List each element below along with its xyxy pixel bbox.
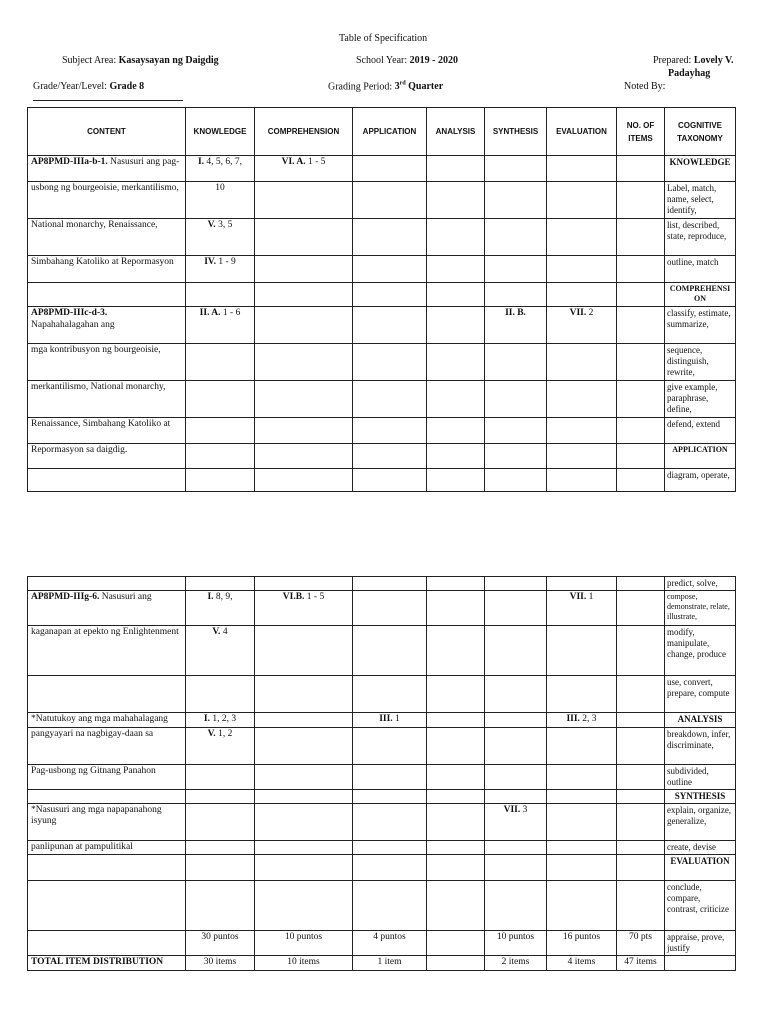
content-cell: *Natutukoy ang mga mahahalagang [28,713,186,728]
knowledge-cell: I. 1, 2, 3 [186,713,255,728]
table-row [28,855,736,881]
synthesis-cell: VII. 3 [485,803,547,840]
grading-label: Grading Period: [328,81,393,93]
table-row [28,840,736,855]
table-row [28,803,736,840]
taxonomy-cell: ANALYSIS [665,713,736,728]
total-label: TOTAL ITEM DISTRIBUTION [28,956,186,971]
col-knowledge: KNOWLEDGE [186,108,255,156]
content-cell: kaganapan at epekto ng Enlightenment [28,626,186,676]
knowledge-cell: II. A. 1 - 6 [186,307,255,344]
content-cell: AP8PMD-IIIc-d-3. Napahahalagahan ang [28,307,186,344]
col-application: APPLICATION [353,108,427,156]
comprehension-total: 10 items [255,956,353,971]
comprehension-points: 10 puntos [255,931,353,956]
taxonomy-cell: give example, paraphrase, define, [665,381,736,418]
subject-area-value: Kasaysayan ng Daigdig [118,55,219,66]
knowledge-cell: IV. 1 - 9 [186,256,255,283]
synthesis-total: 2 items [485,956,547,971]
comprehension-cell: VI. A. 1 - 5 [255,156,353,182]
taxonomy-cell: Label, match, name, select, identify, [665,182,736,219]
table-row [28,591,736,626]
evaluation-points: 16 puntos [547,931,617,956]
comprehension-cell: VI.B. 1 - 5 [255,591,353,626]
evaluation-cell: III. 2, 3 [547,713,617,728]
knowledge-cell: 10 [186,182,255,219]
table-row [28,156,736,182]
content-cell: AP8PMD-IIIa-b-1. Nasusuri ang pag- [28,156,186,182]
school-year-label: School Year: [356,55,408,66]
taxonomy-cell: compose, demonstrate, relate, illustrate, [665,591,736,626]
col-cognitive-taxonomy: COGNITIVE TAXONOMY [665,108,736,156]
content-cell: merkantilismo, National monarchy, [28,381,186,418]
prepared-by [653,55,733,66]
col-evaluation: EVALUATION [547,108,617,156]
knowledge-cell: V. 1, 2 [186,727,255,764]
synthesis-points: 10 puntos [485,931,547,956]
col-content: CONTENT [28,108,186,156]
knowledge-total: 30 items [186,956,255,971]
taxonomy-cell: conclude, compare, contrast, criticize [665,881,736,931]
grade-level [33,81,144,92]
content-cell: mga kontribusyon ng bourgeoisie, [28,344,186,381]
application-cell: III. 1 [353,713,427,728]
table-row [28,418,736,444]
grade-label: Grade/Year/Level: [33,81,107,92]
content-cell: Simbahang Katoliko at Repormasyon [28,256,186,283]
table-row [28,713,736,728]
content-cell: AP8PMD-IIIg-6. Nasusuri ang [28,591,186,626]
content-cell: Renaissance, Simbahang Katoliko at [28,418,186,444]
header-row [28,108,736,156]
content-cell: panlipunan at pampulitikal [28,840,186,855]
points-row [28,931,736,956]
content-cell: Pag-usbong ng Gitnang Panahon [28,764,186,789]
col-synthesis: SYNTHESIS [485,108,547,156]
taxonomy-cell: diagram, operate, [665,469,736,492]
taxonomy-cell: SYNTHESIS [665,789,736,803]
taxonomy-cell: predict, solve, [665,577,736,591]
evaluation-cell: VII. 1 [547,591,617,626]
table-row [28,469,736,492]
grading-value: 3rd Quarter [394,81,444,93]
taxonomy-cell: EVALUATION [665,855,736,881]
application-points: 4 puntos [353,931,427,956]
taxonomy-cell: outline, match [665,256,736,283]
table-row [28,676,736,713]
synthesis-cell: II. B. [485,307,547,344]
subject-area [62,55,219,66]
subject-area-label: Subject Area: [62,55,117,66]
table-row [28,626,736,676]
knowledge-cell: I. 8, 9, [186,591,255,626]
document-title: Table of Specification [339,33,428,44]
table-row [28,344,736,381]
taxonomy-cell: create, devise [665,840,736,855]
taxonomy-cell: defend, extend [665,418,736,444]
taxonomy-cell: appraise, prove, justify [665,931,736,956]
school-year-value: 2019 - 2020 [409,55,458,66]
total-points: 70 pts [617,931,665,956]
total-items: 47 items [617,956,665,971]
content-cell: usbong ng bourgeoisie, merkantilismo, [28,182,186,219]
taxonomy-cell: breakdown, infer, discriminate, [665,727,736,764]
prepared-value-2: Padayhag [668,68,711,79]
taxonomy-cell: modify, manipulate, change, produce [665,626,736,676]
table-row [28,764,736,789]
table-row [28,307,736,344]
table-row [28,219,736,256]
application-total: 1 item [353,956,427,971]
taxonomy-cell: COMPREHENSION [665,283,736,307]
content-cell: Repormasyon sa daigdig. [28,444,186,469]
prepared-label: Prepared: [653,55,692,66]
signature-line [33,100,183,101]
table-row [28,182,736,219]
taxonomy-cell: APPLICATION [665,444,736,469]
content-cell: pangyayari na nagbigay-daan sa [28,727,186,764]
prepared-value-1: Lovely V. [693,55,734,66]
school-year [356,55,458,66]
taxonomy-cell: list, described, state, reproduce, [665,219,736,256]
col-no-of-items: NO. OF ITEMS [617,108,665,156]
col-analysis: ANALYSIS [427,108,485,156]
content-cell: *Nasusuri ang mga napapanahong isyung [28,803,186,840]
evaluation-total: 4 items [547,956,617,971]
table-row [28,727,736,764]
taxonomy-cell: use, convert, prepare, compute [665,676,736,713]
evaluation-cell: VII. 2 [547,307,617,344]
grade-value: Grade 8 [109,81,145,92]
table-row [28,256,736,283]
taxonomy-cell: sequence, distinguish, rewrite, [665,344,736,381]
grading-period [328,81,443,92]
table-row [28,789,736,803]
col-comprehension: COMPREHENSION [255,108,353,156]
knowledge-cell: I. 4, 5, 6, 7, [186,156,255,182]
table-row [28,881,736,931]
table-row [28,381,736,418]
table-row [28,577,736,591]
spec-table-1 [27,107,736,492]
table-row [28,444,736,469]
taxonomy-cell: subdivided, outline [665,764,736,789]
taxonomy-cell: KNOWLEDGE [665,156,736,182]
taxonomy-cell: explain, organize, generalize, [665,803,736,840]
knowledge-cell: V. 4 [186,626,255,676]
taxonomy-cell: classify, estimate, summarize, [665,307,736,344]
noted-by: Noted By: [624,81,666,92]
content-cell: National monarchy, Renaissance, [28,219,186,256]
total-row [28,956,736,971]
table-row [28,283,736,307]
knowledge-cell: V. 3, 5 [186,219,255,256]
spec-table-2 [27,576,736,971]
knowledge-points: 30 puntos [186,931,255,956]
